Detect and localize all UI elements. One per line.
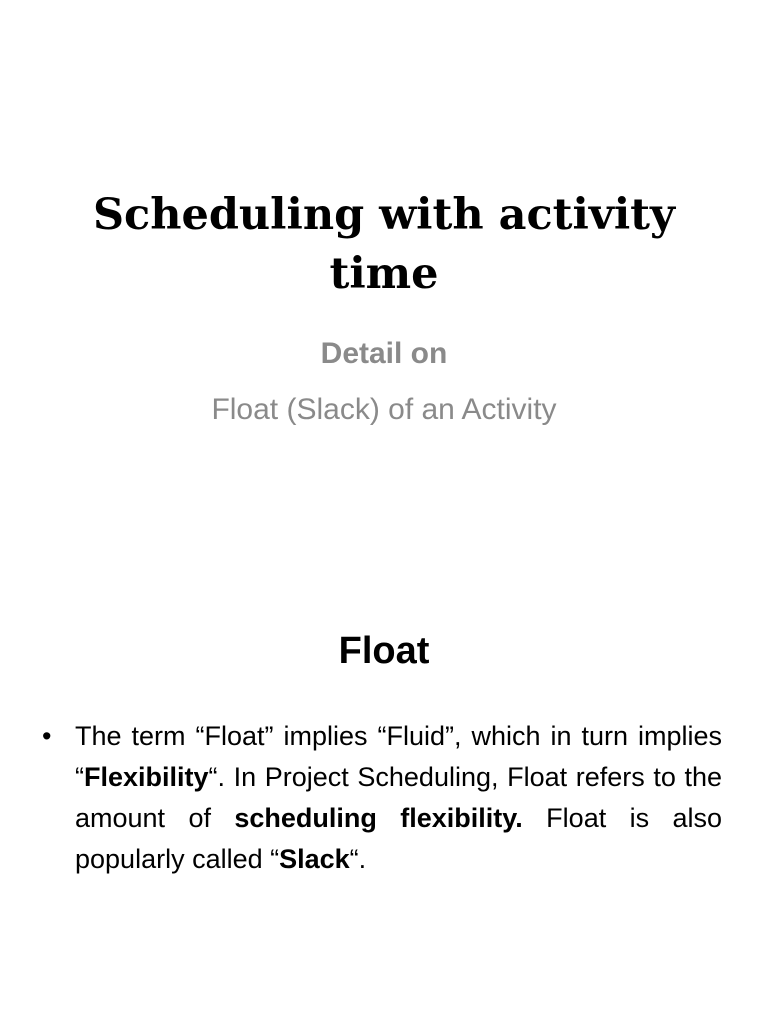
bullet-text-part3: Float is also popularly called “	[75, 803, 723, 874]
subtitle-detail: Detail on	[320, 337, 448, 370]
bullet-dot-icon: •	[42, 721, 52, 751]
bullet-bold-slack: Slack	[279, 844, 350, 874]
float-heading: Float	[338, 630, 430, 672]
bullet-bold-flexibility: Flexibility	[84, 762, 209, 792]
bullet-list	[42, 716, 722, 880]
slide-title: Scheduling with activity time	[92, 190, 675, 299]
bullet-text-part1: The term “Float” implies “Fluid”, which in turn implies “	[75, 721, 722, 792]
bullet-item	[42, 716, 722, 880]
bullet-text-part4: “.	[349, 844, 367, 874]
subtitle-topic: Float (Slack) of an Activity	[211, 393, 557, 426]
bullet-text-part2: “. In Project Scheduling, Float refers to the amount of	[75, 762, 722, 833]
bullet-bold-scheduling-flexibility: scheduling flexibility.	[234, 803, 523, 833]
content-slide	[0, 512, 768, 1024]
